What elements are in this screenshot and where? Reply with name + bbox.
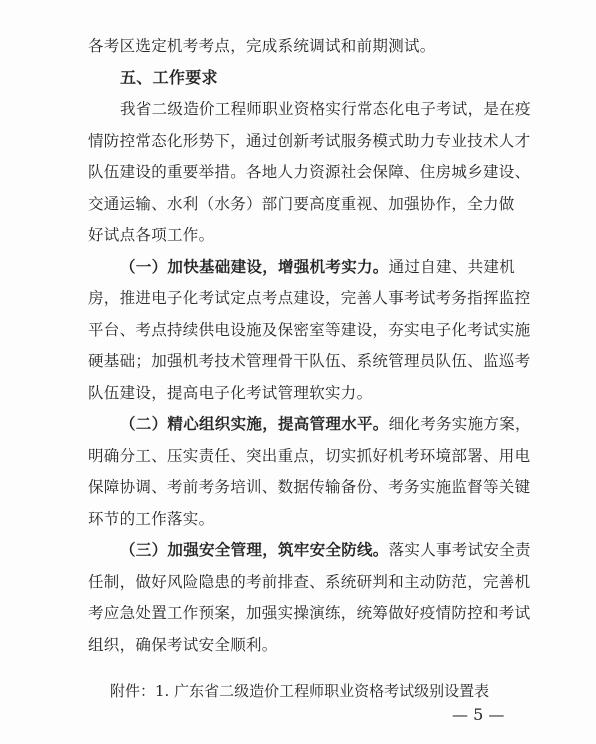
text-line: 组织，确保考试安全顺利。 xyxy=(88,635,278,654)
text-line: 队伍建设，提高电子化考试管理软实力。 xyxy=(88,383,373,402)
text-line: 明确分工、压实责任、突出重点，切实抓好机考环境部署、用电 xyxy=(88,446,531,465)
item2-first-line xyxy=(120,414,531,434)
text-line: 保障协调、考前考务培训、数据传输备份、考务实施监督等关键 xyxy=(88,478,531,496)
item3-first-rest: 落实人事考试安全责 xyxy=(388,541,531,559)
item1-first-rest: 通过自建、共建机 xyxy=(388,257,516,276)
text-line: 我省二级造价工程师职业资格实行常态化电子考试，是在疫 xyxy=(120,100,531,118)
section-heading: 五、工作要求 xyxy=(120,67,218,87)
text-line: 交通运输、水利（水务）部门要高度重视、加强协作，全力做 xyxy=(88,194,515,213)
item3-lead: （三）加强安全管理，筑牢安全防线。 xyxy=(120,540,389,559)
text-line: 环节的工作落实。 xyxy=(88,509,215,528)
item3-first-line xyxy=(120,540,531,560)
page-number: — 5 — xyxy=(452,705,505,724)
text-line: 情防控常态化形势下，通过创新考试服务模式助力专业技术人才 xyxy=(88,131,531,150)
text-line: 平台、考点持续供电设施及保密室等建设，夯实电子化考试实施 xyxy=(88,320,531,339)
item2-lead: （二）精心组织实施，提高管理水平。 xyxy=(120,414,389,433)
text-line: 考应急处置工作预案，加强实操演练，统筹做好疫情防控和考试 xyxy=(88,604,531,622)
text-line: 各考区选定机考考点，完成系统调试和前期测试。 xyxy=(88,37,436,55)
text-line: 好试点各项工作。 xyxy=(88,226,215,244)
attachment-note: 附件：1. 广东省二级造价工程师职业资格考试级别设置表 xyxy=(110,682,490,700)
text-line: 队伍建设的重要举措。各地人力资源社会保障、住房城乡建设、 xyxy=(88,163,531,181)
item2-first-rest: 细化考务实施方案， xyxy=(388,415,531,433)
text-line: 房，推进电子化考试定点考点建设，完善人事考试考务指挥监控 xyxy=(88,289,531,307)
text-line: 硬基础；加强机考技术管理骨干队伍、系统管理员队伍、监巡考 xyxy=(88,352,531,370)
item1-first-line xyxy=(120,257,515,277)
text-line: 任制，做好风险隐患的考前排查、系统研判和主动防范，完善机 xyxy=(88,572,531,591)
item1-lead: （一）加快基础建设，增强机考实力。 xyxy=(120,256,389,276)
